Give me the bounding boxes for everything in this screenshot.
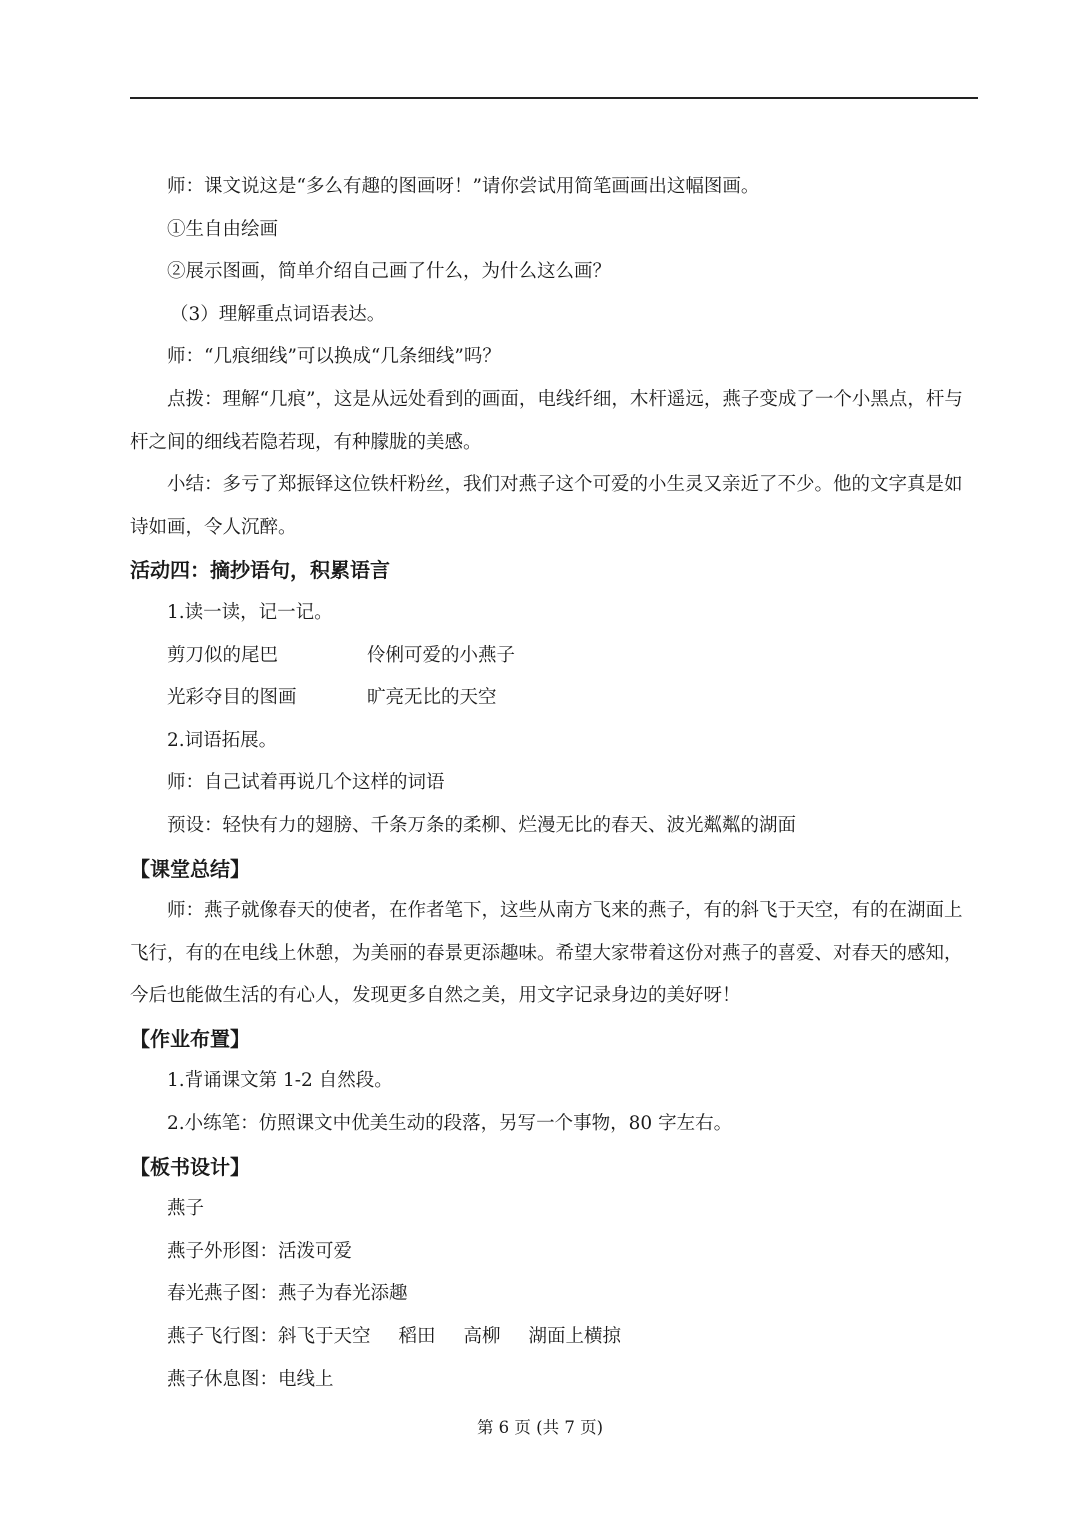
activity4-teacher: 师：自己试着再说几个这样的词语 — [167, 772, 445, 794]
page-number-footer: 第 6 页 (共 7 页) — [476, 1418, 604, 1437]
board-line-spring: 春光燕子图：燕子为春光添趣 — [167, 1283, 408, 1305]
activity4-item1: 1.读一读，记一记。 — [167, 601, 333, 623]
vocab-phrase: 光彩夺目的图画 — [167, 687, 297, 709]
header-rule — [130, 97, 978, 99]
vocab-row — [130, 635, 978, 678]
board-flying-label: 燕子飞行图：斜飞于天空 — [167, 1326, 371, 1348]
paragraph-free-drawing: ①生自由绘画 — [167, 218, 279, 240]
board-title: 燕子 — [167, 1198, 205, 1220]
board-flying-item: 湖面上横掠 — [528, 1326, 622, 1348]
paragraph-show-drawing: ②展示图画，简单介绍自己画了什么，为什么这么画？ — [167, 261, 612, 283]
summary-heading: 【课堂总结】 — [130, 856, 250, 881]
activity4-heading: 活动四：摘抄语句，积累语言 — [130, 558, 390, 583]
board-line-flying — [130, 1316, 978, 1359]
vocab-phrase: 旷亮无比的天空 — [367, 687, 497, 709]
board-flying-item: 稻田 — [398, 1326, 436, 1348]
homework-heading: 【作业布置】 — [130, 1026, 250, 1051]
paragraph-conclusion: 小结：多亏了郑振铎这位铁杆粉丝，我们对燕子这个可爱的小生灵又亲近了不少。他的文字真是如诗如画，令人沉醉。 — [130, 474, 963, 538]
paragraph-teacher-drawing: 师：课文说这是“多么有趣的图画呀！”请你尝试用简笔画画出这幅图画。 — [167, 176, 760, 197]
paragraph-teacher-question: 师：“几痕细线”可以换成“几条细线”吗？ — [167, 346, 501, 368]
homework-item2: 2.小练笔：仿照课文中优美生动的段落，另写一个事物，80 字左右。 — [167, 1113, 733, 1135]
paragraph-guidance: 点拨：理解“几痕”，这是从远处看到的画面，电线纤细，木杆遥远，燕子变成了一个小黑点，杆与杆之间的细线若隐若现，有种朦胧的美感。 — [130, 388, 963, 453]
summary-text: 师：燕子就像春天的使者，在作者笔下，这些从南方飞来的燕子，有的斜飞于天空，有的在湖面上飞行，有的在电线上休憩，为美丽的春景更添趣味。希望大家带着这份对燕子的喜爱、对春天的感知，今后也能做生活的有心人，发现更多自然之美，用文字记录身边的美好呀！ — [130, 900, 963, 1007]
activity4-preset: 预设：轻快有力的翅膀、千条万条的柔柳、烂漫无比的春天、波光粼粼的湖面 — [167, 814, 797, 836]
board-heading: 【板书设计】 — [130, 1154, 250, 1179]
activity4-item2: 2.词语拓展。 — [167, 729, 278, 751]
vocab-phrase: 伶俐可爱的小燕子 — [367, 644, 516, 666]
board-flying-item: 高柳 — [463, 1326, 501, 1348]
board-line-appearance: 燕子外形图：活泼可爱 — [167, 1240, 353, 1262]
board-line-rest: 燕子休息图：电线上 — [167, 1368, 334, 1390]
vocab-phrase: 剪刀似的尾巴 — [167, 644, 279, 666]
homework-item1: 1.背诵课文第 1-2 自然段。 — [167, 1070, 393, 1092]
vocab-row — [130, 677, 978, 720]
document-body — [130, 166, 978, 1401]
paragraph-key-words: （3）理解重点词语表达。 — [170, 303, 386, 325]
